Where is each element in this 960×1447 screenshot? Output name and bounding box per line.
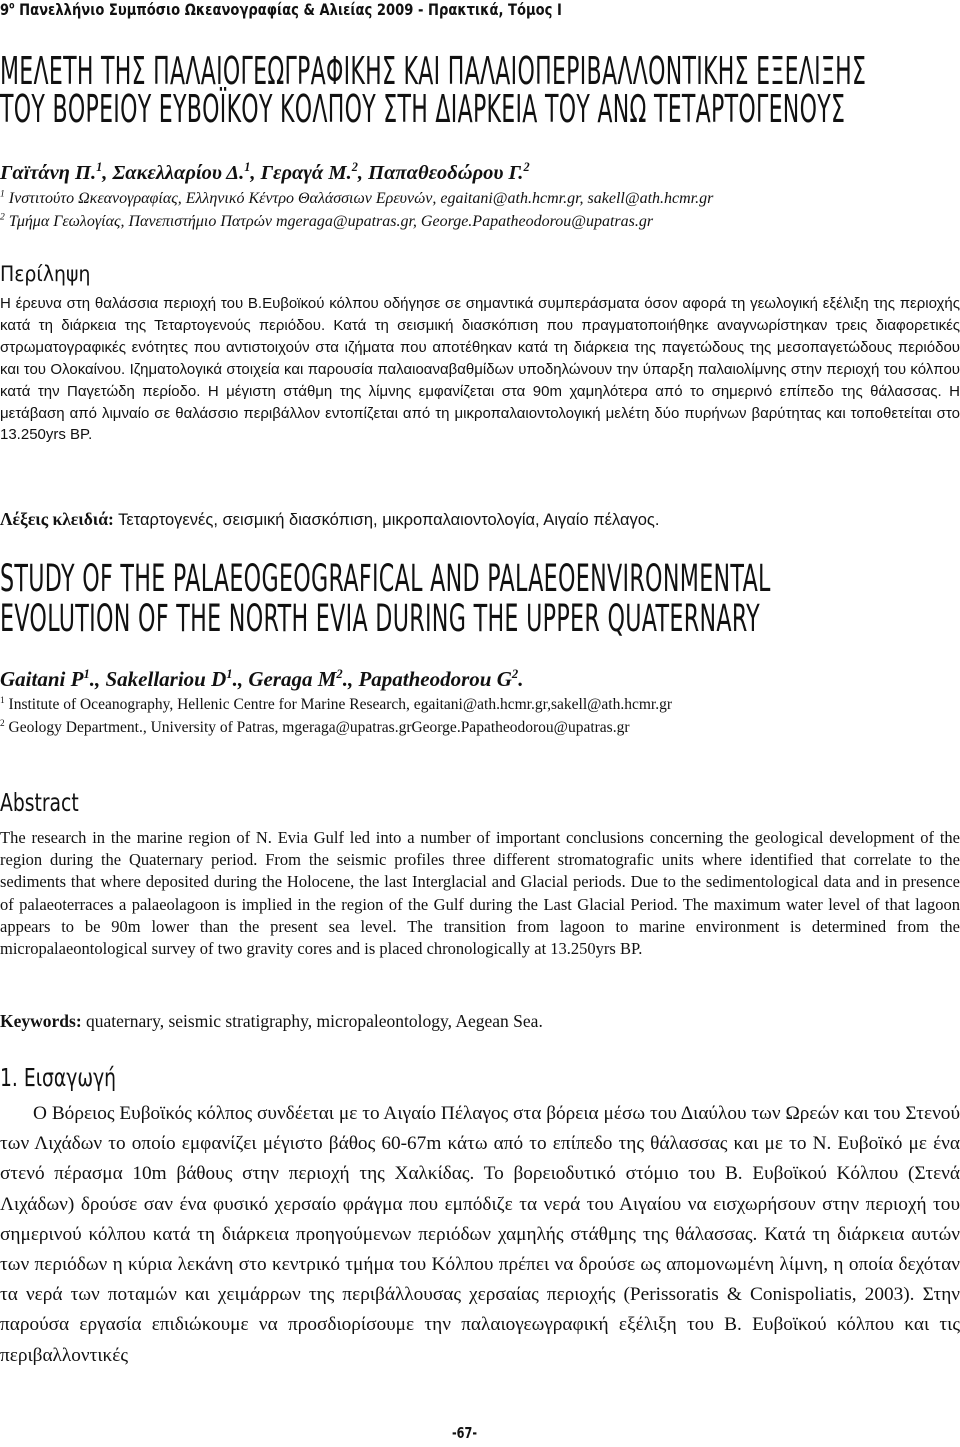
author-affiliation-mark: 1: [96, 160, 103, 175]
affiliation-text: Institute of Oceanography, Hellenic Centre for Marine Research, egaitani@ath.hcmr.gr,sakell@ath.hcmr.gr: [4, 696, 673, 713]
english-affiliation-1: [0, 696, 672, 714]
author-name: , Παπαθεοδώρου Γ.: [357, 162, 524, 184]
greek-keywords: [0, 509, 960, 530]
keywords-label: Λέξεις κλειδιά:: [0, 509, 114, 529]
keywords-label: Keywords:: [0, 1011, 82, 1031]
author-affiliation-mark: 2: [336, 667, 343, 681]
keywords-text: quaternary, seismic stratigraphy, micropaleontology, Aegean Sea.: [81, 1011, 543, 1031]
english-title-line-1: STUDY OF THE PALAEOGEOGRAFICAL AND PALAEOENVIRONMENTAL: [0, 557, 771, 600]
greek-abstract-heading: Περίληψη: [0, 262, 91, 286]
author-name: , Γεραγά Μ.: [250, 162, 352, 184]
author-affiliation-mark: 2: [523, 160, 530, 175]
english-affiliation-2: [0, 719, 630, 737]
author-name: , Σακελλαρίου Δ.: [102, 162, 245, 184]
page-number: -67-: [452, 1424, 477, 1442]
affiliation-text: Geology Department., University of Patras, mgeraga@upatras.grGeorge.Papatheodorou@upatras.gr: [4, 719, 630, 736]
header-superscript: ο: [9, 0, 15, 12]
greek-abstract-text: Η έρευνα στη θαλάσσια περιοχή του Β.Ευβοϊκού κόλπου οδήγησε σε σημαντικά συμπεράσματα όσον αφορά τη γεωλογική εξέλιξη της περιοχής κατά τη διάρκεια της Τεταρτογενούς περιόδου. Κατά τη σεισμική διασκόπιση που πραγματοποιήθηκε αναγνωρίστηκαν τρεις διαφορετικές στρωματογραφικές ενότητες που αντιστοιχούν στα ιζήματα που αποτέθηκαν κατά τη διάρκεια της παγετώδους της μεσοπαγετώδους περιόδου και του Ολοκαίνου. Ιζηματολογικά στοιχεία και παρουσία παλαιοαναβαθμίδων υποδηλώνουν την ύπαρξη παλαιολίμνης στην περιοχή του κόλπου κατά την Παγετώδη περίοδο. Η μέγιστη στάθμη της λίμνης εμφανίζεται στα 90m χαμηλότερα από το σημερινό επίπεδο της θάλασσας. Η μετάβαση από λιμναίο σε θαλάσσιο περιβάλλον εντοπίζεται από τη μικροπαλαιοντολογική μελέτη δύο πυρήνων βαρύτητας και τοποθετείται στο 13.250yrs BP.: [0, 295, 960, 444]
header-text: Πανελλήνιο Συμπόσιο Ωκεανογραφίας & Αλιείας 2009 - Πρακτικά, Τόμος I: [14, 0, 562, 19]
english-keywords: [0, 1011, 960, 1032]
affiliation-mark: 1: [0, 188, 5, 200]
author-name: Γαϊτάνη Π.: [0, 162, 97, 184]
english-abstract-heading: Abstract: [0, 788, 79, 817]
author-name: .: [518, 667, 524, 691]
affiliation-mark: 1: [0, 695, 5, 706]
affiliation-mark: 2: [0, 718, 5, 729]
greek-title-line-1: ΜΕΛΕΤΗ ΤΗΣ ΠΑΛΑΙΟΓΕΩΓΡΑΦΙΚΗΣ ΚΑΙ ΠΑΛΑΙΟΠΕΡΙΒΑΛΛΟΝΤΙΚΗΣ ΕΞΕΛΙΞΗΣ: [0, 49, 867, 93]
english-abstract-text: The research in the marine region of N. Evia Gulf led into a number of important conclusions concerning the geological development of the region during the Quaternary period. From the seismic profiles three different stromatografic units where identified that correlate to the sediments that where deposited during the Holocene, the last Interglacial and Glacial periods. Due to the sedimentological data and in presence of palaeoterraces a palaeolagoon is implied in the region of the Gulf during the Last Glacial Period. The maximum water level of that lagoon appears to be 90m lower than the present sea level. The transition from lagoon to marine environment is determined from the micropalaeontological survey of two gravity cores and is placed chronologically at 13.250yrs BP.: [0, 828, 960, 959]
running-header: [0, 0, 562, 19]
author-affiliation-mark: 2: [351, 160, 358, 175]
author-name: ., Geraga M: [232, 667, 337, 691]
introduction-heading: 1. Εισαγωγή: [0, 1063, 117, 1092]
introduction-body: [0, 1099, 960, 1371]
author-affiliation-mark: 1: [83, 667, 90, 681]
affiliation-text: Ινστιτούτο Ωκεανογραφίας, Ελληνικό Κέντρο Θαλάσσιων Ερευνών, egaitani@ath.hcmr.gr, sakell@ath.hcmr.gr: [4, 190, 714, 207]
author-affiliation-mark: 1: [226, 667, 233, 681]
greek-title: [0, 49, 867, 131]
english-title-line-2: EVOLUTION OF THE NORTH EVIA DURING THE UPPER QUATERNARY: [0, 597, 761, 640]
keywords-text: Τεταρτογενές, σεισμική διασκόπιση, μικροπαλαιοντολογία, Αιγαίο πέλαγος.: [113, 511, 660, 529]
affiliation-mark: 2: [0, 211, 5, 223]
author-name: Gaitani P: [0, 667, 84, 691]
greek-affiliation-2: [0, 213, 960, 231]
header-number: 9: [0, 0, 10, 19]
introduction-paragraph: Ο Βόρειος Ευβοϊκός κόλπος συνδέεται με το Αιγαίο Πέλαγος στα βόρεια μέσω του Διαύλου των Ωρεών και του Στενού των Λιχάδων το οποίο εμφανίζει μέγιστο βάθος 60-67m κάτω από το επίπεδο της θάλασσας και με το Ν. Ευβοϊκό με ένα στενό πέρασμα 10m βάθους στην περιοχή της Χαλκίδας. Το βορειοδυτικό στόμιο του Β. Ευβοϊκού Κόλπου (Στενά Λιχάδων) δρούσε σαν ένα φυσικό χερσαίο φράγμα που εμπόδιζε τα νερά του Αιγαίου να εισχωρήσουν στην περιοχή του σημερινού κόλπου κατά τη διάρκεια προηγούμενων περιόδων χαμηλής στάθμης της θάλασσας. Κατά τη διάρκεια αυτών των περιόδων η κύρια λεκάνη στο κεντρικό τμήμα του Κόλπου πρέπει να δρούσε ως απομονωμένη λίμνη, η οποία δεχόταν τα νερά των ποταμών και χειμάρρων της περιβάλλουσας χερσαίας περιοχής (Perissoratis & Conispoliatis, 2003). Στην παρούσα εργασία επιδιώκουμε να προσδιορίσουμε την παλαιογεωγραφική εξέλιξη του Β. Ευβοϊκού κόλπου και τις περιβαλλοντικές: [0, 1103, 960, 1366]
author-name: ., Papatheodorou G: [342, 667, 512, 691]
author-affiliation-mark: 1: [244, 160, 251, 175]
affiliation-text: Τμήμα Γεωλογίας, Πανεπιστήμιο Πατρών mgeraga@upatras.gr, George.Papatheodorou@upatras.gr: [4, 213, 654, 230]
greek-title-line-2: ΤΟΥ ΒΟΡΕΙΟΥ ΕΥΒΟΪΚΟΥ ΚΟΛΠΟΥ ΣΤΗ ΔΙΑΡΚΕΙΑ ΤΟΥ ΑΝΩ ΤΕΤΑΡΤΟΓΕΝΟΥΣ: [0, 87, 846, 131]
greek-authors: [0, 162, 960, 185]
english-authors: [0, 667, 523, 692]
english-title: [0, 559, 771, 639]
author-name: ., Sakellariou D: [89, 667, 227, 691]
author-affiliation-mark: 2: [511, 667, 519, 681]
greek-affiliation-1: [0, 190, 960, 208]
